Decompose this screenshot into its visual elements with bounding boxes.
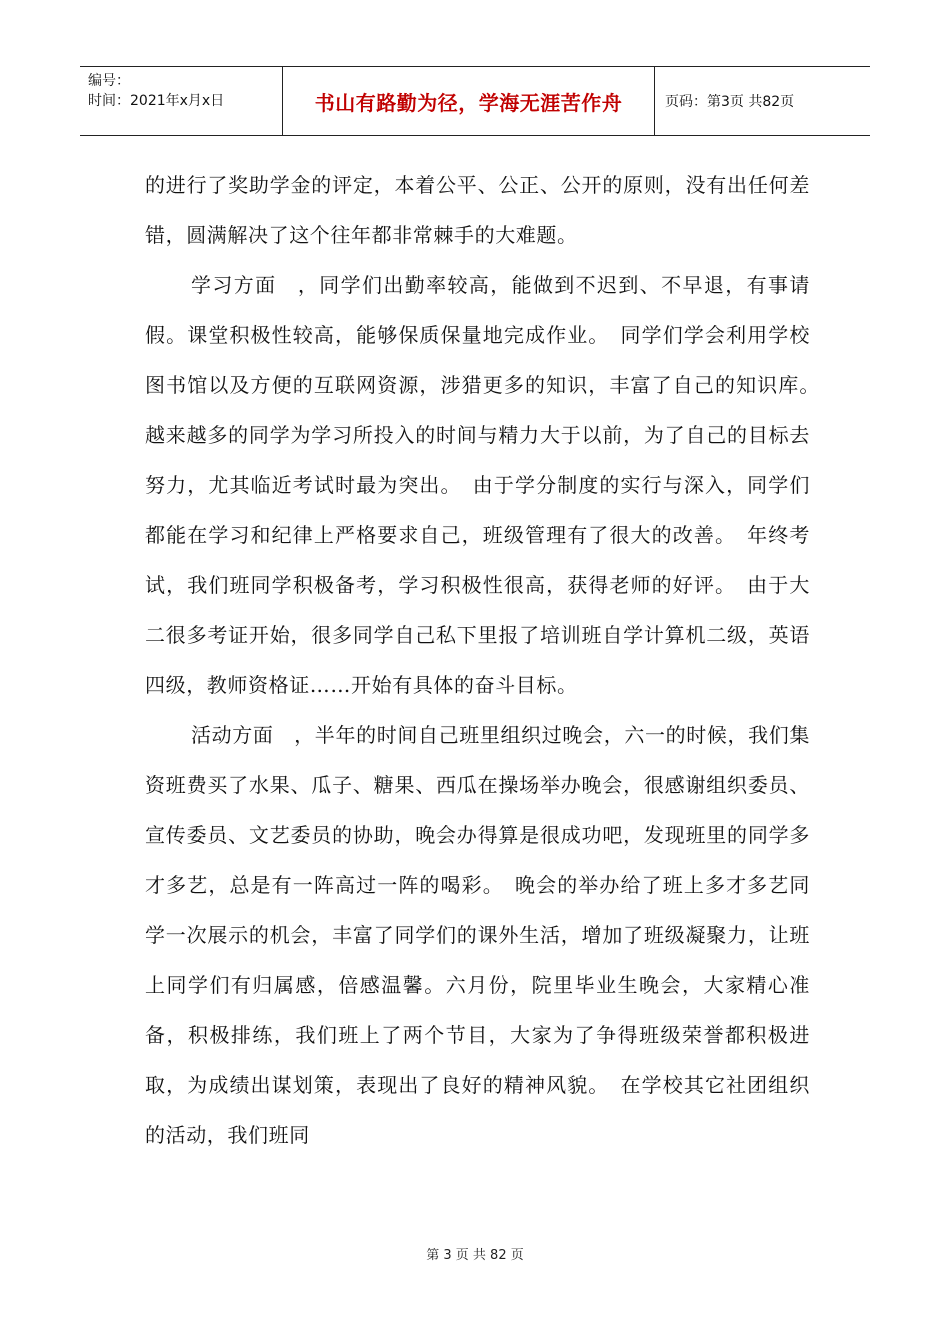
page-footer: 第 3 页 共 82 页: [426, 1248, 524, 1263]
date-label: 时间：2021年x月x日: [88, 93, 225, 109]
paragraph-study: 学习方面 ，同学们出勤率较高，能做到不迟到、不早退，有事请假。课堂积极性较高，能够保质保量地完成作业。 同学们学会利用学校图书馆以及方便的互联网资源，涉猎更多的知识，丰富了自己的知识库。 越来越多的同学为学习所投入的时间与精力大于以前，为了自己的目标去努力，尤其临近考试时最为突出。 由于学分制度的实行与深入，同学们都能在学习和纪律上严格要求自己，班级管理有了很大的改善。 年终考试，我们班同学积极备考，学习积极性很高，获得老师的好评。 由于大二很多考证开始，很多同学自己私下里报了培训班自学计算机二级，英语四级，教师资格证……开始有具体的奋斗目标。: [145, 273, 831, 697]
paragraph-activities: 活动方面 ，半年的时间自己班里组织过晚会，六一的时候，我们集资班费买了水果、瓜子、糖果、西瓜在操场举办晚会，很感谢组织委员、宣传委员、文艺委员的协助，晚会办得算是很成功吧，发现班里的同学多才多艺，总是有一阵高过一阵的喝彩。 晚会的举办给了班上多才多艺同学一次展示的机会，丰富了同学们的课外生活，增加了班级凝聚力，让班上同学们有归属感，倍感温馨。六月份，院里毕业生晚会，大家精心准备，积极排练，我们班上了两个节目，大家为了争得班级荣誉都积极进取，为成绩出谋划策，表现出了良好的精神风貌。 在学校其它社团组织的活动，我们班同: [145, 723, 810, 1147]
header-motto: 书山有路勤为径，学海无涯苦作舟: [283, 67, 655, 135]
serial-number-label: 编号：: [88, 73, 130, 89]
header-meta: [80, 67, 283, 135]
document-body: [145, 160, 831, 1160]
paragraph-continuation: 的进行了奖助学金的评定，本着公平、公正、公开的原则，没有出任何差错，圆满解决了这个往年都非常棘手的大难题。: [145, 173, 810, 247]
header-page-info: 页码：第3页 共82页: [665, 94, 795, 110]
document-header: [80, 66, 870, 136]
